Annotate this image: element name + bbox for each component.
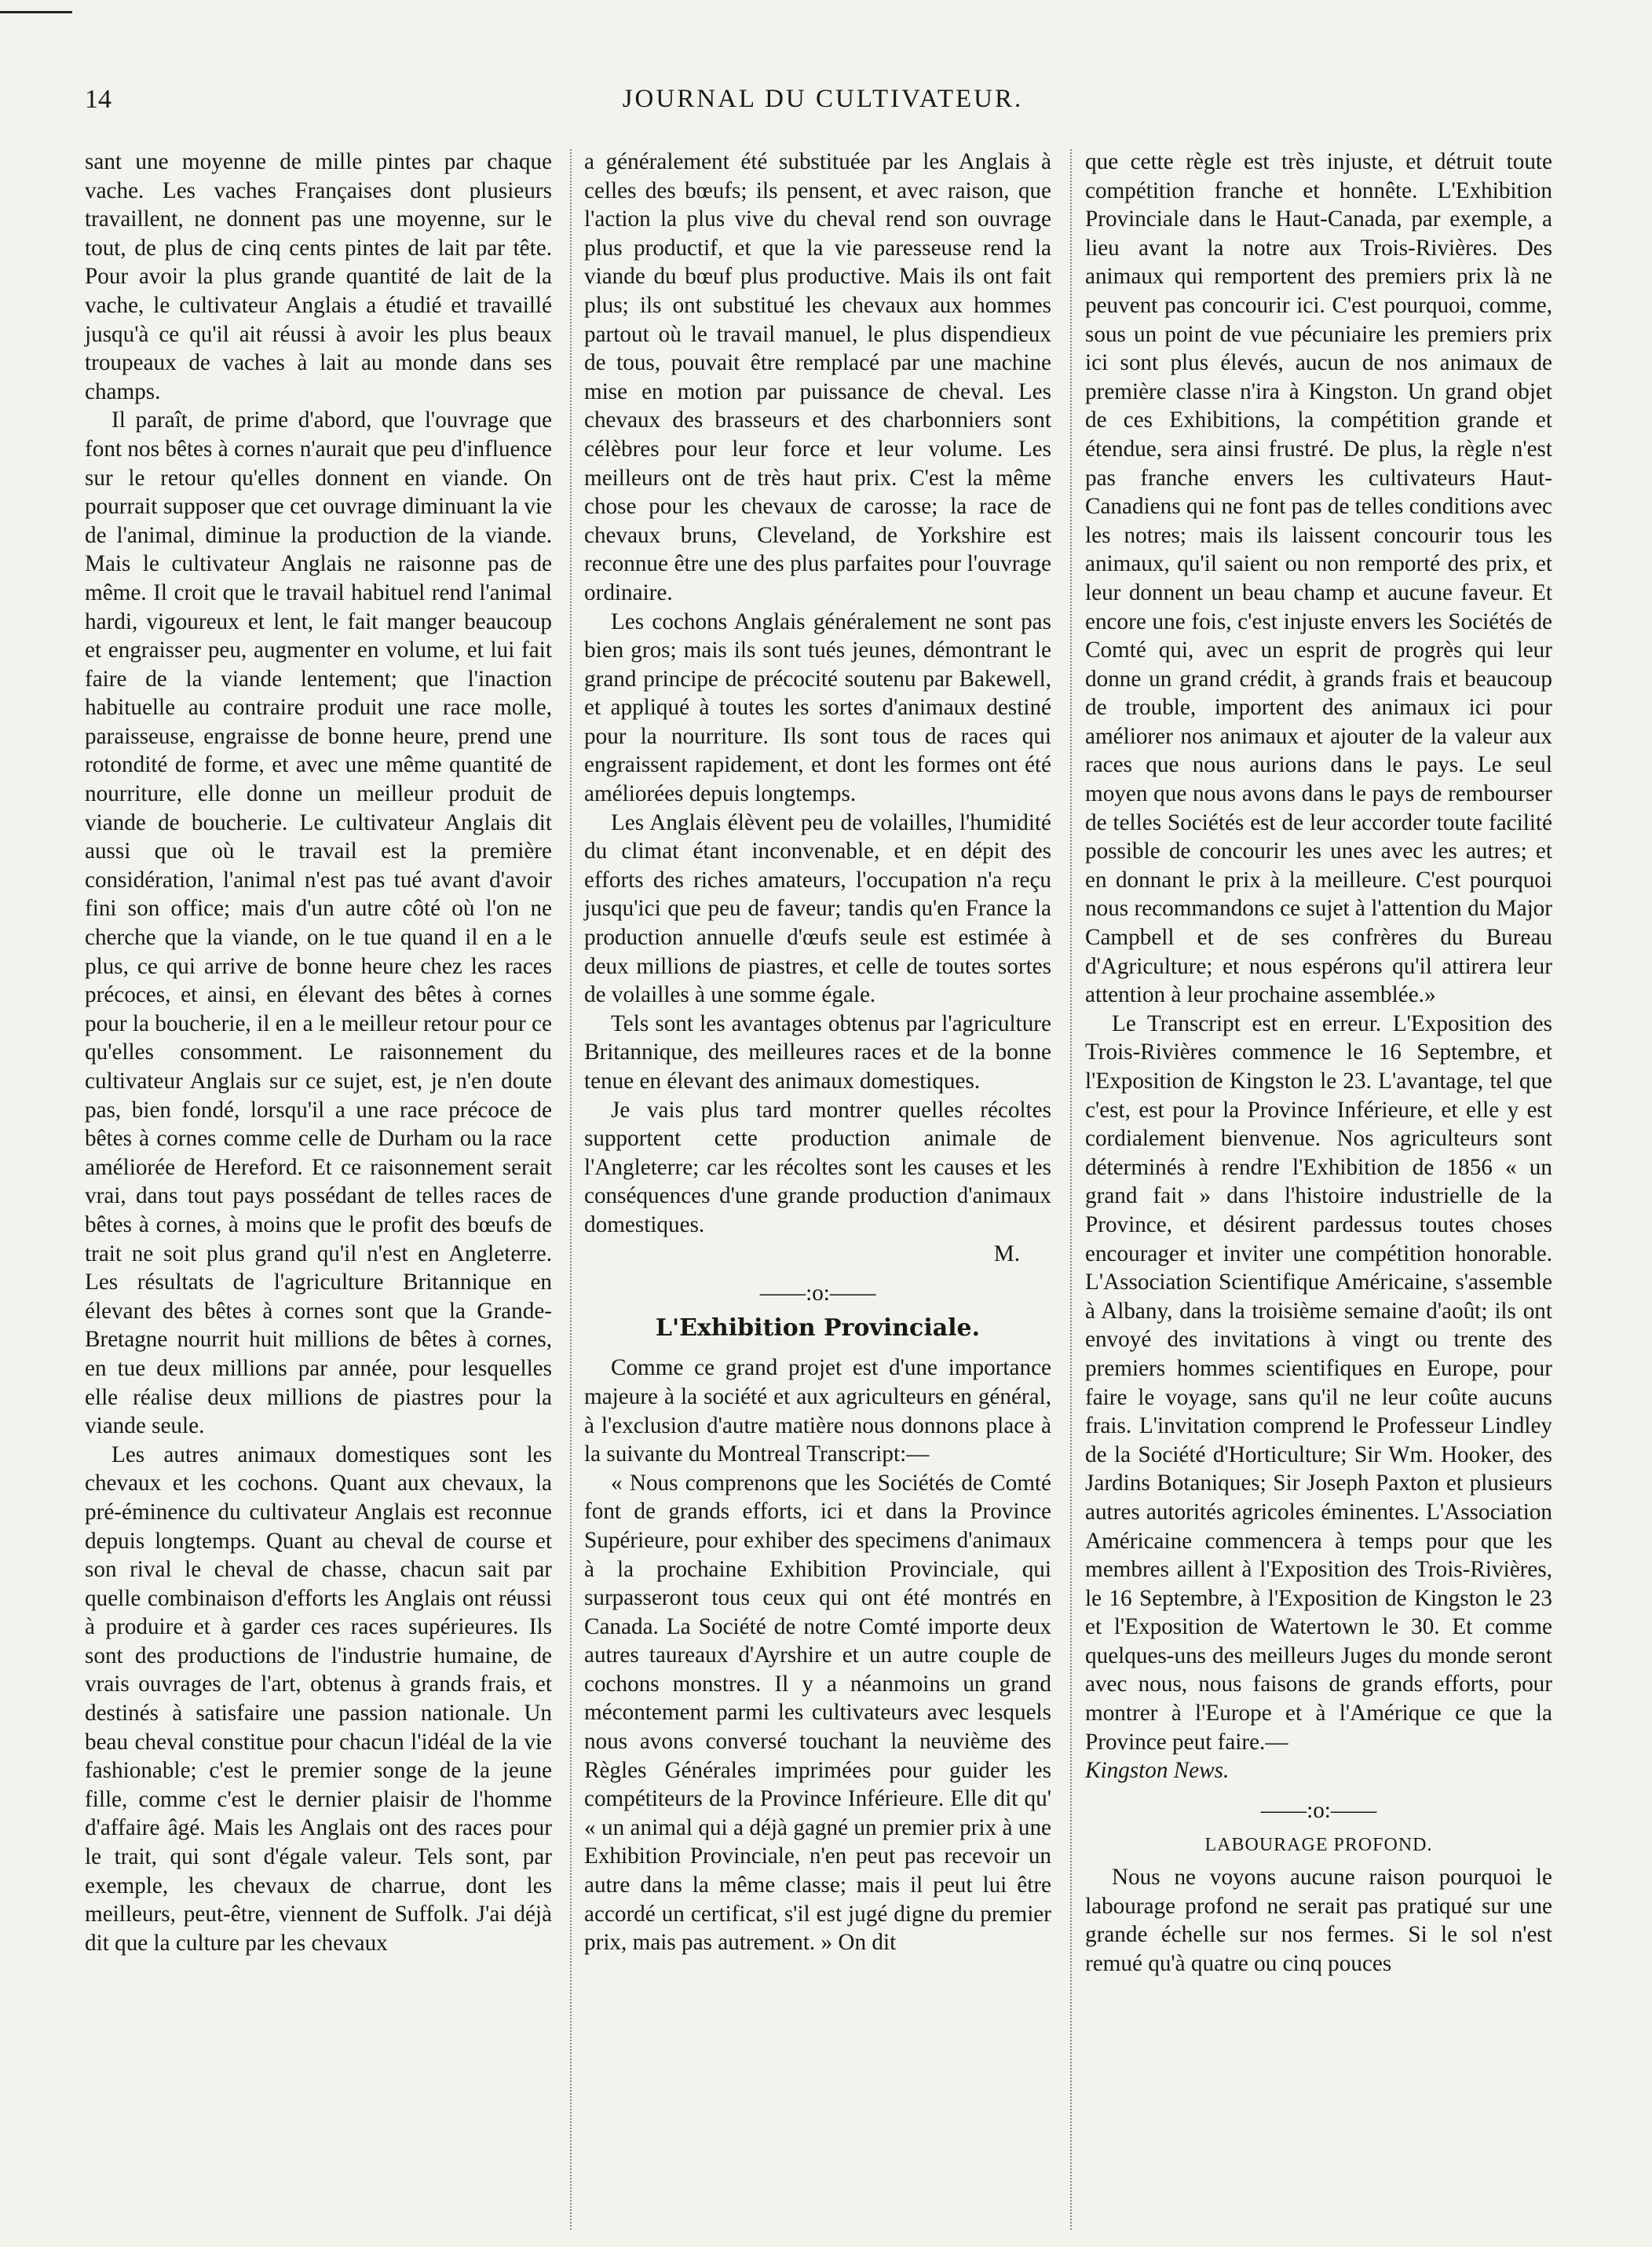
section-separator: ——:o:—— xyxy=(759,1281,876,1306)
paragraph: Le Transcript est en erreur. L'Exposition des Trois-Rivières commence le 16 Septembre, et l'Exposition de Kingston le 23. L'avantage, tel que c'est, est pour la Province Inférieure, et elle y est cordialement bienvenue. Nos agriculteurs sont déterminés à rendre l'Exhibition de 1856 « un grand fait » dans l'histoire industrielle de la Province, et désirent pardessus toutes choses encourager et inviter une compétition honorable. L'Association Scientifique Américaine, s'assemble à Albany, dans la troisième semaine d'août; ils ont envoyé des invitations à vingt ou trente des premiers hommes scientifiques en Europe, pour faire le voyage, sans qu'il ne leur coûte aucuns frais. L'invitation comprend le Professeur Lindley de la Société d'Horticulture; Sir Wm. Hooker, des Jardins Botaniques; Sir Joseph Paxton et plusieurs autres autorités agricoles éminentes. L'Association Américaine commencera à temps pour que les membres aillent à l'Exposition des Trois-Rivières, le 16 Septembre, à l'Exposition de Kingston le 23 et l'Exposition de Watertown le 30. Et comme quelques-uns des meilleurs Juges du monde seront avec nous, nous faisons de grands efforts, pour montrer à l'Europe et à l'Amérique ce que la Province peut faire.— xyxy=(1085,1010,1552,1755)
paragraph: Tels sont les avantages obtenus par l'agriculture Britannique, des meilleures races et de la bonne tenue en élevant des animaux domestiques. xyxy=(584,1010,1051,1094)
column-divider xyxy=(570,149,572,2230)
section-separator: ——:o:—— xyxy=(1260,1797,1377,1823)
paragraph: Les Anglais élèvent peu de volailles, l'humidité du climat étant inconvenable, et en dépit des efforts des riches amateurs, l'occupation n'a reçu jusqu'ici que peu de faveur; tandis qu'en France la production annuelle d'œufs seule est estimée à deux millions de piastres, et celle de toutes sortes de volailles à une somme égale. xyxy=(584,809,1051,1008)
article-title: L'Exhibition Provinciale. xyxy=(655,1313,981,1342)
top-rule xyxy=(0,11,72,13)
paragraph: Il paraît, de prime d'abord, que l'ouvrage que font nos bêtes à cornes n'aurait que peu d'influence sur le retour qu'elles donnent en viande. On pourrait supposer que cet ouvrage diminuant la vie de l'animal, diminue la production de la viande. Mais le cultivateur Anglais ne raisonne pas de même. Il croit que le travail habituel rend l'animal hardi, vigoureux et lent, le fait manger beaucoup et engraisser peu, augmenter en volume, et lui fait faire de la viande lentement; que l'inaction habituelle au contraire produit une race molle, paraisseuse, engraisse de bonne heure, prend une rotondité de forme, et avec une même quantité de nourriture, elle donne un meilleur produit de viande de boucherie. Le cultivateur Anglais dit aussi que où le travail est la première considération, l'animal n'est pas tué avant d'avoir fini son office; mais d'un autre côté où l'on ne cherche que la viande, on le tue quand il en a le plus, ce qui arrive de bonne heure chez les races précoces, et ainsi, en élevant des bêtes à cornes pour la boucherie, il en a le meilleur retour pour ce qu'elles consomment. Le raisonnement du cultivateur Anglais sur ce sujet, est, je n'en doute pas, bien fondé, lorsqu'il a une race précoce de bêtes à cornes comme celle de Durham ou la race améliorée de Hereford. Et ce raisonnement serait vrai, dans tout pays possédant de telles races de bêtes à cornes, à moins que le profit des bœufs de trait ne soit plus grand qu'il n'est en Angleterre. Les résultats de l'agriculture Britannique en élevant des bêtes à cornes sont que la Grande-Bretagne nourrit huit millions de bêtes à cornes, en tue deux millions par année, pour lesquelles elle réalise deux millions de piastres pour la viande seule. xyxy=(85,407,552,1439)
paragraph: Nous ne voyons aucune raison pourquoi le labourage profond ne serait pas pratiqué sur une grande échelle sur nos fermes. Si le sol n'est remué qu'à quatre ou cinq pouces xyxy=(1085,1865,1552,1976)
column-2 xyxy=(584,148,1051,1957)
paragraph: Comme ce grand projet est d'une importance majeure à la société et aux agriculteurs en général, à l'exclusion d'autre matière nous donnons place à la suivante du Montreal Transcript:— xyxy=(584,1355,1051,1467)
author-signature: M. xyxy=(993,1240,1020,1266)
page-number: 14 xyxy=(85,85,111,114)
paragraph: Je vais plus tard montrer quelles récoltes supportent cette production animale de l'Angleterre; car les récoltes sont les causes et les conséquences d'une grande production d'animaux domestiques. xyxy=(584,1097,1051,1237)
page-header xyxy=(85,85,1561,121)
column-3 xyxy=(1085,148,1552,1978)
source-credit: Kingston News. xyxy=(1085,1758,1230,1784)
column-1 xyxy=(85,148,552,1957)
paragraph: « Nous comprenons que les Sociétés de Comté font de grands efforts, ici et dans la Province Supérieure, pour exhiber des specimens d'animaux à la prochaine Exhibition Provinciale, qui surpasseront tous ceux qui ont été montrés en Canada. La Société de notre Comté importe deux autres taureaux d'Ayrshire et un autre couple de cochons monstres. Il y a néanmoins un grand mécontement parmi les cultivateurs avec lesquels nous avons conversé touchant la neuvième des Règles Générales imprimées pour guider les compétiteurs de la Province Inférieure. Elle dit qu' « un animal qui a déjà gagné un premier prix à une Exhibition Provinciale, n'en peut pas recevoir un autre dans la même classe; mais il peut lui être accordé un certificat, s'il est jugé digne du premier prix, mais pas autrement. » On dit xyxy=(584,1470,1051,1956)
journal-title: JOURNAL DU CULTIVATEUR. xyxy=(622,85,1024,113)
paragraph: Les autres animaux domestiques sont les chevaux et les cochons. Quant aux chevaux, la pré-éminence du cultivateur Anglais est reconnue depuis longtemps. Quant au cheval de course et son rival le cheval de chasse, chacun sait par quelle combinaison d'efforts les Anglais ont réussi à produire et à garder ces races supérieures. Ils sont des productions de l'industrie humaine, de vrais ouvrages de l'art, obtenus à grands frais, et destinés à satisfaire une passion nationale. Un beau cheval constitue pour chacun l'idéal de la vie fashionable; c'est le premier songe de la jeune fille, comme c'est le dernier plaisir de l'homme d'affaire âgé. Mais les Anglais ont des races pour le trait, qui sont d'égale valeur. Tels sont, par exemple, les chevaux de charrue, dont les meilleurs, peut-être, viennent de Suffolk. J'ai déjà dit que la culture par les chevaux xyxy=(85,1441,552,1956)
paragraph: a généralement été substituée par les Anglais à celles des bœufs; ils pensent, et avec raison, que l'action la plus vive du cheval rend son ouvrage plus productif, et que la vie paresseuse rend la viande du bœuf plus productive. Mais ils ont fait plus; ils ont substitué les chevaux aux hommes partout où le travail manuel, le plus dispendieux de tous, pouvait être remplacé par une machine mise en motion par puissance de cheval. Les chevaux des brasseurs et des charbonniers sont célèbres pour leur force et leur volume. Les meilleurs ont de très haut prix. C'est la même chose pour les chevaux de carosse; la race de chevaux bruns, Cleveland, de Yorkshire est reconnue être une des plus parfaites pour l'ouvrage ordinaire. xyxy=(584,149,1051,605)
article-title: LABOURAGE PROFOND. xyxy=(1204,1835,1433,1856)
column-divider xyxy=(1070,149,1072,2230)
paragraph: que cette règle est très injuste, et détruit toute compétition franche et honnête. L'Exhibition Provinciale dans le Haut-Canada, par exemple, a lieu avant la notre aux Trois-Rivières. Des animaux qui remportent des premiers prix là ne peuvent pas concourir ici. C'est pourquoi, comme, sous un point de vue pécuniaire les premiers prix ici sont plus élevés, aucun de nos animaux de première classe n'ira à Kingston. Un grand objet de ces Exhibitions, la compétition grande et étendue, sera ainsi frustré. De plus, la règle n'est pas franche envers les cultivateurs Haut-Canadiens qui ne font pas de telles conditions avec les notres; mais ils laissent concourir tous les animaux, qu'il saient ou non remporté des prix, et leur donnent un beau champ et aucune faveur. Et encore une fois, c'est injuste envers les Sociétés de Comté qui, avec un esprit de progrès qui leur donne un grand crédit, à grands frais et beaucoup de trouble, importent des animaux ici pour améliorer nos animaux et ajouter de la valeur aux races que nous aurions dans le pays. Le seul moyen que nous avons dans le pays de rembourser de telles Sociétés est de leur accorder toute facilité possible de concourir les unes avec les autres; et en donnant le prix à la meilleure. C'est pourquoi nous recommandons ce sujet à l'attention du Major Campbell et de ses confrères du Bureau d'Agriculture; et nous espérons qu'il attirera leur attention à leur prochaine assemblée.» xyxy=(1085,149,1552,1008)
paragraph: sant une moyenne de mille pintes par chaque vache. Les vaches Françaises dont plusieurs travaillent, ne donnent pas une moyenne, sur le tout, de plus de cinq cents pintes de lait par tête. Pour avoir la plus grande quantité de lait de la vache, le cultivateur Anglais a étudié et travaillé jusqu'à ce qu'il ait réussi à avoir les plus beaux troupeaux de vaches à lait au monde dans ses champs. xyxy=(85,149,552,404)
paragraph: Les cochons Anglais généralement ne sont pas bien gros; mais ils sont tués jeunes, démontrant le grand principe de précocité soutenu par Bakewell, et appliqué à toutes les sortes d'animaux destiné pour la nourriture. Ils sont tous de races qui engraissent rapidement, et dont les formes ont été améliorées depuis longtemps. xyxy=(584,608,1051,807)
